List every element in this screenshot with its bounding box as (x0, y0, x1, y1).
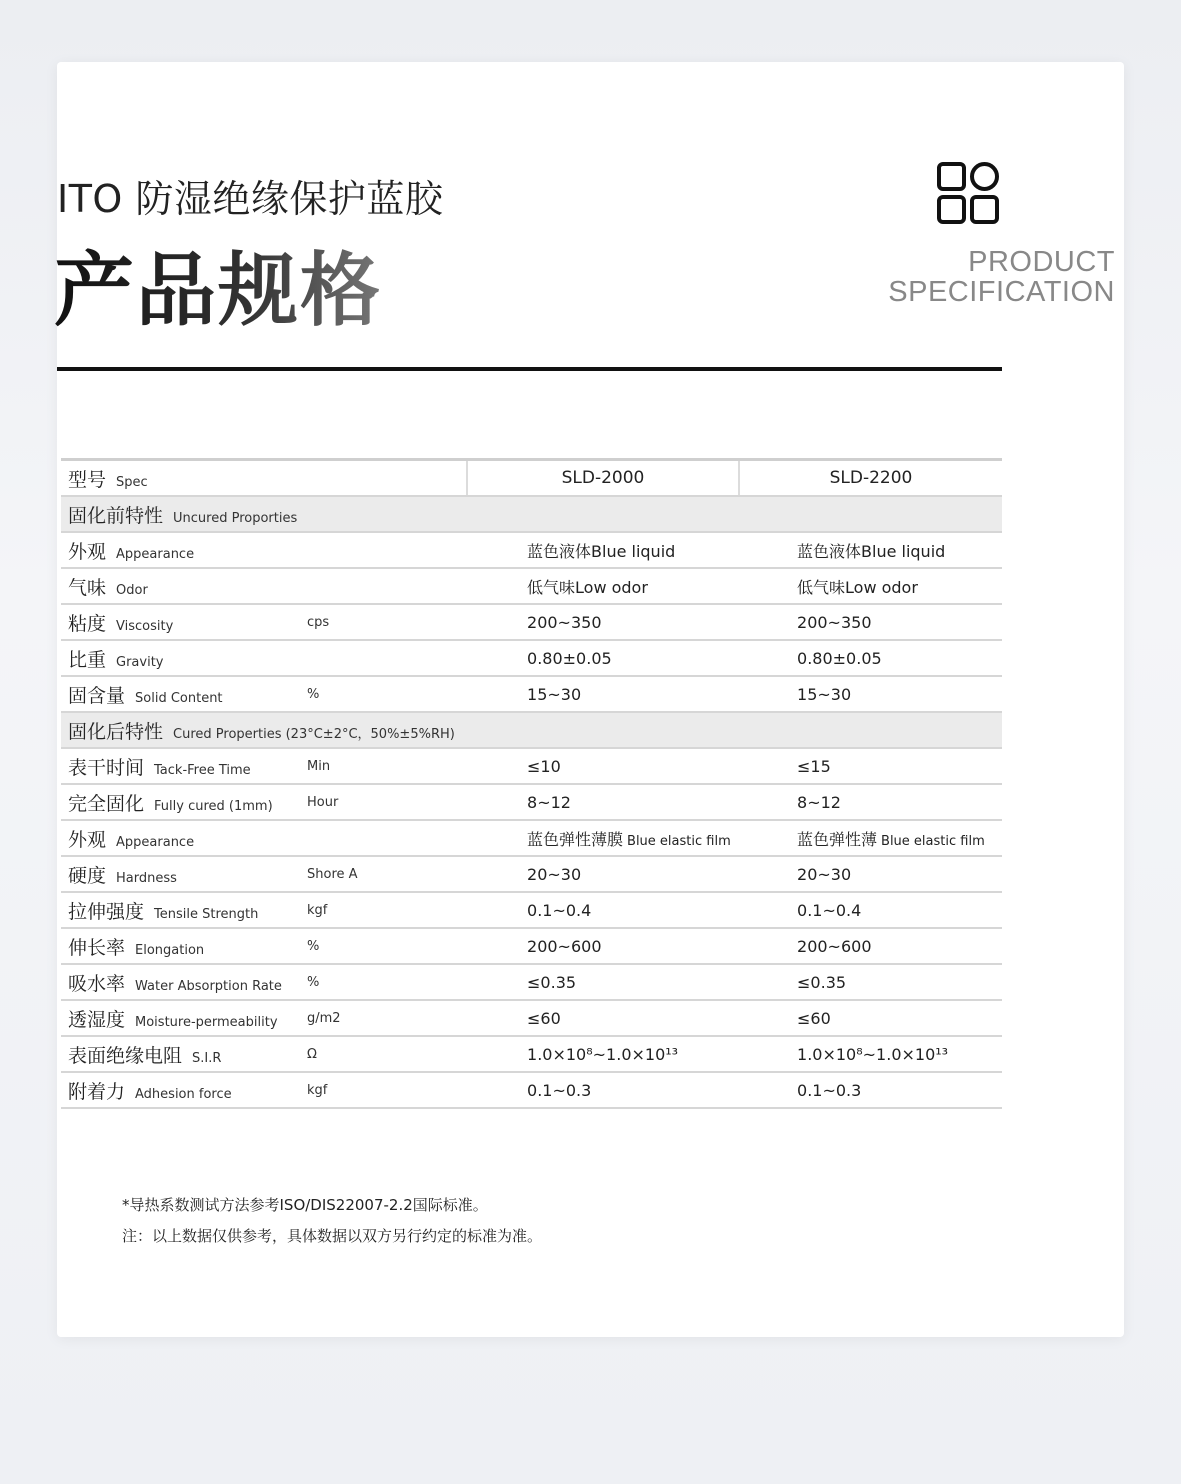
unit-cell: Hour (307, 784, 467, 820)
grid-icon (936, 161, 1000, 225)
value-1-text: 8~12 (527, 792, 571, 812)
property-cell (61, 748, 307, 784)
property-name-en: Solid Content (135, 690, 223, 706)
property-name-en: Odor (116, 582, 148, 598)
value-cell-2 (739, 964, 1002, 1000)
table-row (61, 532, 1002, 568)
table-header-row (61, 460, 1002, 497)
property-name-en: Adhesion force (135, 1086, 232, 1102)
value-cell-2 (739, 928, 1002, 964)
property-cell (61, 604, 307, 640)
english-title-line2: SPECIFICATION (888, 276, 1115, 308)
unit-cell: g/m2 (307, 1000, 467, 1036)
value-cell-1 (467, 892, 739, 928)
unit-cell: % (307, 676, 467, 712)
table-row (61, 568, 1002, 604)
header-divider (57, 367, 1002, 371)
value-2-text: ≤60 (797, 1008, 831, 1028)
table-row (61, 1036, 1002, 1072)
table-row (61, 604, 1002, 640)
property-name-zh: 表干时间 (68, 756, 145, 779)
value-cell-1 (467, 532, 739, 568)
property-cell (61, 676, 307, 712)
value-2-en: Blue elastic film (881, 833, 985, 849)
property-name-zh: 固含量 (68, 684, 126, 707)
note-line-2: 注：以上数据仅供参考，具体数据以双方另行约定的标准为准。 (122, 1227, 543, 1245)
value-1-text: 0.80±0.05 (527, 648, 612, 668)
value-1-text: ≤0.35 (527, 972, 577, 992)
value-1-text: 蓝色弹性薄膜 (527, 829, 624, 849)
property-name-en: Appearance (116, 834, 195, 850)
section-title-en: Cured Properties (23°C±2°C，50%±5%RH) (173, 726, 455, 742)
value-2-text: 1.0×10⁸~1.0×10¹³ (797, 1044, 949, 1064)
value-2-text: 8~12 (797, 792, 841, 812)
section-cell (61, 496, 1002, 532)
property-name-zh: 拉伸强度 (68, 900, 145, 923)
property-name-zh: 吸水率 (68, 972, 126, 995)
unit-cell (307, 640, 467, 676)
value-cell-1 (467, 604, 739, 640)
spec-label-cell (61, 460, 467, 497)
property-cell (61, 1036, 307, 1072)
value-2-text: 0.1~0.4 (797, 900, 862, 920)
value-cell-1 (467, 748, 739, 784)
unit-cell (307, 568, 467, 604)
value-cell-1 (467, 676, 739, 712)
notes (122, 1190, 542, 1252)
value-1-text: 0.1~0.4 (527, 900, 592, 920)
property-cell (61, 928, 307, 964)
property-name-en: Water Absorption Rate (135, 978, 282, 994)
property-name-zh: 气味 (68, 576, 107, 599)
unit-cell: kgf (307, 892, 467, 928)
table-row (61, 676, 1002, 712)
unit-cell: % (307, 928, 467, 964)
unit-cell: % (307, 964, 467, 1000)
section-title-zh: 固化前特性 (68, 504, 164, 527)
table-row (61, 856, 1002, 892)
table-row (61, 1072, 1002, 1108)
page-title: 产品规格 (54, 226, 382, 341)
value-cell-2 (739, 892, 1002, 928)
value-2-text: 低气味Low odor (797, 577, 918, 597)
value-2-text: 15~30 (797, 684, 852, 704)
unit-cell: Shore A (307, 856, 467, 892)
value-cell-2 (739, 1036, 1002, 1072)
property-name-en: S.I.R (192, 1050, 222, 1066)
value-cell-1 (467, 1072, 739, 1108)
table-row (61, 928, 1002, 964)
table-row (61, 964, 1002, 1000)
section-title-zh: 固化后特性 (68, 720, 164, 743)
spec-label-en: Spec (116, 474, 148, 490)
value-1-text: 蓝色液体Blue liquid (527, 541, 676, 561)
table-row (61, 892, 1002, 928)
property-name-zh: 比重 (68, 648, 107, 671)
property-name-zh: 透湿度 (68, 1008, 126, 1031)
property-name-en: Hardness (116, 870, 177, 886)
property-name-zh: 外观 (68, 540, 107, 563)
property-name-zh: 粘度 (68, 612, 107, 635)
unit-cell: Min (307, 748, 467, 784)
value-cell-2 (739, 1000, 1002, 1036)
table-row (61, 1000, 1002, 1036)
spec-label-zh: 型号 (68, 468, 107, 491)
property-cell (61, 568, 307, 604)
property-name-en: Gravity (116, 654, 164, 670)
model-header-2: SLD-2200 (739, 460, 1002, 497)
table-row (61, 820, 1002, 856)
value-2-text: 200~600 (797, 936, 872, 956)
value-2-text: 0.80±0.05 (797, 648, 882, 668)
property-name-en: Viscosity (116, 618, 174, 634)
value-1-text: 20~30 (527, 864, 582, 884)
value-1-text: 200~350 (527, 612, 602, 632)
value-2-text: ≤0.35 (797, 972, 847, 992)
value-cell-1 (467, 640, 739, 676)
value-2-text: 蓝色弹性薄 (797, 829, 878, 849)
value-cell-2 (739, 532, 1002, 568)
unit-cell: cps (307, 604, 467, 640)
unit-cell (307, 532, 467, 568)
value-1-text: 0.1~0.3 (527, 1080, 592, 1100)
product-subtitle: ITO 防湿绝缘保护蓝胶 (57, 177, 444, 221)
property-cell (61, 784, 307, 820)
value-2-text: 200~350 (797, 612, 872, 632)
property-name-en: Moisture-permeability (135, 1014, 278, 1030)
property-name-zh: 外观 (68, 828, 107, 851)
property-cell (61, 532, 307, 568)
value-cell-1 (467, 1000, 739, 1036)
unit-cell: kgf (307, 1072, 467, 1108)
value-cell-1 (467, 820, 739, 856)
english-title (888, 247, 1115, 307)
unit-cell: Ω (307, 1036, 467, 1072)
property-name-en: Tack-Free Time (154, 762, 251, 778)
value-2-text: 蓝色液体Blue liquid (797, 541, 946, 561)
value-1-text: 200~600 (527, 936, 602, 956)
section-row (61, 712, 1002, 748)
value-cell-1 (467, 568, 739, 604)
property-name-en: Tensile Strength (154, 906, 259, 922)
property-cell (61, 820, 307, 856)
property-cell (61, 640, 307, 676)
model-header-1: SLD-2000 (467, 460, 739, 497)
english-title-line1: PRODUCT (968, 246, 1115, 278)
value-cell-1 (467, 928, 739, 964)
section-cell (61, 712, 1002, 748)
property-name-en: Appearance (116, 546, 195, 562)
value-cell-2 (739, 748, 1002, 784)
value-cell-2 (739, 856, 1002, 892)
property-name-zh: 伸长率 (68, 936, 126, 959)
value-cell-2 (739, 820, 1002, 856)
value-cell-2 (739, 568, 1002, 604)
value-2-text: ≤15 (797, 756, 831, 776)
property-name-zh: 完全固化 (68, 792, 145, 815)
property-name-zh: 附着力 (68, 1080, 126, 1103)
value-1-text: 低气味Low odor (527, 577, 648, 597)
value-2-text: 0.1~0.3 (797, 1080, 862, 1100)
spec-table (61, 458, 1002, 1109)
table-row (61, 784, 1002, 820)
unit-cell (307, 820, 467, 856)
note-line-1: *导热系数测试方法参考ISO/DIS22007-2.2国际标准。 (122, 1196, 488, 1214)
value-1-text: ≤10 (527, 756, 561, 776)
value-cell-2 (739, 604, 1002, 640)
value-cell-2 (739, 784, 1002, 820)
value-2-text: 20~30 (797, 864, 852, 884)
property-name-zh: 硬度 (68, 864, 107, 887)
value-cell-1 (467, 784, 739, 820)
property-cell (61, 892, 307, 928)
value-1-text: ≤60 (527, 1008, 561, 1028)
value-cell-1 (467, 964, 739, 1000)
value-1-text: 1.0×10⁸~1.0×10¹³ (527, 1044, 679, 1064)
value-cell-1 (467, 1036, 739, 1072)
value-cell-2 (739, 1072, 1002, 1108)
property-name-en: Elongation (135, 942, 205, 958)
section-row (61, 496, 1002, 532)
property-cell (61, 1072, 307, 1108)
property-name-zh: 表面绝缘电阻 (68, 1044, 183, 1067)
value-cell-2 (739, 676, 1002, 712)
value-1-text: 15~30 (527, 684, 582, 704)
table-row (61, 640, 1002, 676)
table-row (61, 748, 1002, 784)
value-cell-2 (739, 640, 1002, 676)
property-cell (61, 964, 307, 1000)
property-cell (61, 856, 307, 892)
property-cell (61, 1000, 307, 1036)
property-name-en: Fully cured (1mm) (154, 798, 273, 814)
value-cell-1 (467, 856, 739, 892)
section-title-en: Uncured Proporties (173, 510, 298, 526)
value-1-en: Blue elastic film (627, 833, 731, 849)
